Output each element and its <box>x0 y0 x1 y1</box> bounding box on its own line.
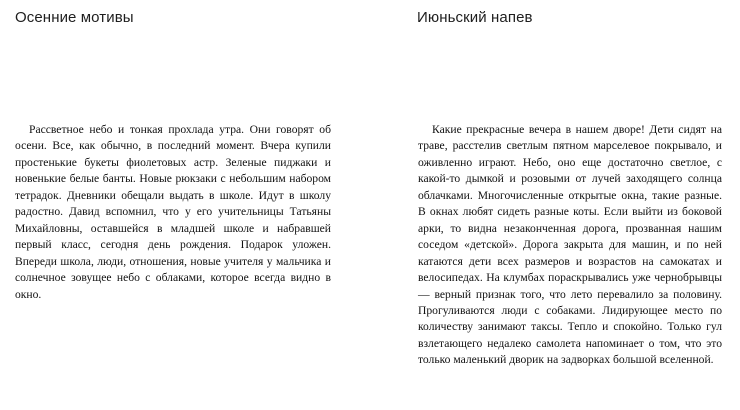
article-body: Рассветное небо и тонкая прохлада утра. Они говорят об осени. Все, как обычно, в последний момент. Вчера купили простенькие букеты фиолетовых астр. Зеленые пиджаки и новенькие белые банты. Новые рюкзаки с небольшим набором тетрадок. Дневники обещали выдать в школе. Идут в школу радостно. Давид вспомнил, что у его учительницы Татьяны Михайловны, оставшейся в младшей школе и набравшей первый класс, сегодня день рождения. Подарок уложен. Впереди школа, люди, отношения, новые учителя у мальчика и солнечное зовущее небо с облаками, которое всегда видно в окно. <box>15 123 331 301</box>
article-title: Июньский напев <box>417 9 533 26</box>
article-title: Осенние мотивы <box>15 9 134 26</box>
article-body: Какие прекрасные вечера в нашем дворе! Дети сидят на траве, расстелив светлым пятном марселевое покрывало, и оживленно играют. Небо, оно еще достаточно светлое, с какой-то дымкой и розовыми от лучей заходящего солнца облачками. Многочисленные открытые окна, такие разные. В окнах любят сидеть разные коты. Если выйти из боковой арки, то видна незаконченная дорога, прозванная нашим соседом «детской». Дорога закрыта для машин, и по ней катаются дети всех размеров и возрастов на самокатах и велосипедах. На клумбах пораскрывались уже чернобрывцы — верный признак того, что лето перевалило за половину. Прогуливаются люди с собаками. Лидирующее место по количеству занимают таксы. Тепло и спокойно. Только гул взлетающего недалеко самолета напоминает о том, что это только маленький дворик на задворках большой вселенной. <box>418 123 722 367</box>
